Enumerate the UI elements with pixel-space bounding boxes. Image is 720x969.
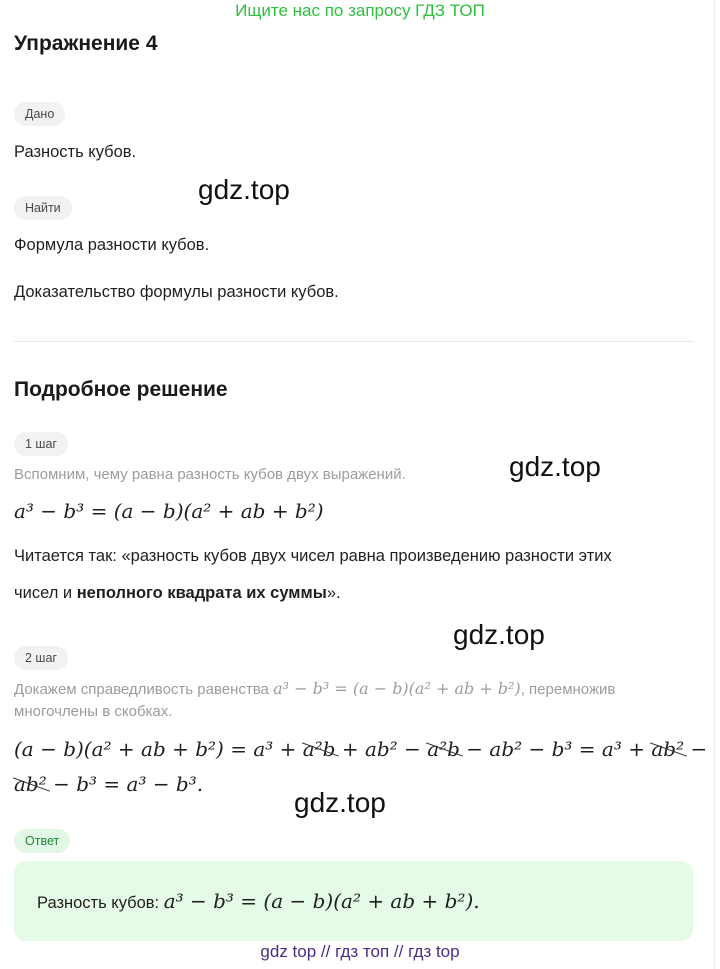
watermark-1: gdz.top: [198, 174, 290, 205]
solution-title: Подробное решение: [14, 378, 228, 401]
proof-part-b: + ab² −: [335, 737, 428, 761]
given-text: Разность кубов.: [14, 143, 137, 161]
step2-hint-line2: многочлены в скобках.: [14, 703, 173, 720]
step1-hint: Вспомним, чему равна разность кубов двух выражений.: [14, 466, 406, 483]
find-line-2: Доказательство формулы разности кубов.: [14, 283, 339, 301]
proof-line2-rest: − b³ = a³ − b³.: [46, 772, 204, 796]
find-line-1: Формула разности кубов.: [14, 236, 210, 254]
step2-hint-line1: [14, 679, 615, 698]
proof-part-c: − ab² − b³ = a³ +: [459, 737, 652, 761]
read-bold: неполного квадрата их суммы: [76, 584, 327, 602]
answer-formula: a³ − b³ = (a − b)(a² + ab + b²).: [163, 889, 480, 913]
read-end: ».: [326, 584, 341, 602]
proof-line-1: [14, 737, 707, 761]
step2-hint-start: Докажем справедливость равенства: [14, 681, 274, 698]
step2-hint-end: , перемножив: [520, 681, 616, 698]
cancelled-term-2: a²b: [427, 737, 460, 761]
step1-chip: 1 шаг: [14, 432, 68, 456]
cancelled-term-1: a²b: [302, 737, 336, 761]
watermark-3: gdz.top: [453, 619, 545, 650]
page-title: Упражнение 4: [14, 32, 158, 55]
section-divider: [14, 341, 694, 342]
cancelled-term-3: ab²: [651, 737, 685, 761]
step2-chip: 2 шаг: [14, 646, 68, 670]
answer-text: [37, 889, 480, 913]
proof-part-a: (a − b)(a² + ab + b²) = a³ +: [14, 737, 303, 761]
proof-line-2: [14, 772, 203, 796]
cancelled-term-4: ab²: [14, 772, 47, 796]
step1-read-line2: [14, 584, 341, 603]
read-line2-start: чисел и: [14, 584, 77, 602]
answer-chip: Ответ: [14, 829, 70, 853]
find-chip: Найти: [14, 196, 72, 220]
answer-prefix: Разность кубов:: [37, 894, 164, 912]
given-chip: Дано: [14, 102, 65, 126]
proof-part-d: −: [684, 737, 708, 761]
scroll-edge: [714, 0, 715, 969]
watermark-4: gdz.top: [294, 787, 386, 818]
watermark-2: gdz.top: [509, 451, 601, 482]
step1-read-line1: Читается так: «разность кубов двух чисел равна произведению разности этих: [14, 547, 612, 565]
search-banner: Ищите нас по запросу ГДЗ ТОП: [235, 1, 485, 20]
step1-formula: a³ − b³ = (a − b)(a² + ab + b²): [14, 499, 324, 523]
step2-hint-formula: a³ − b³ = (a − b)(a² + ab + b²): [273, 679, 521, 698]
footer-links[interactable]: gdz top // гдз топ // гдз top: [260, 942, 460, 961]
